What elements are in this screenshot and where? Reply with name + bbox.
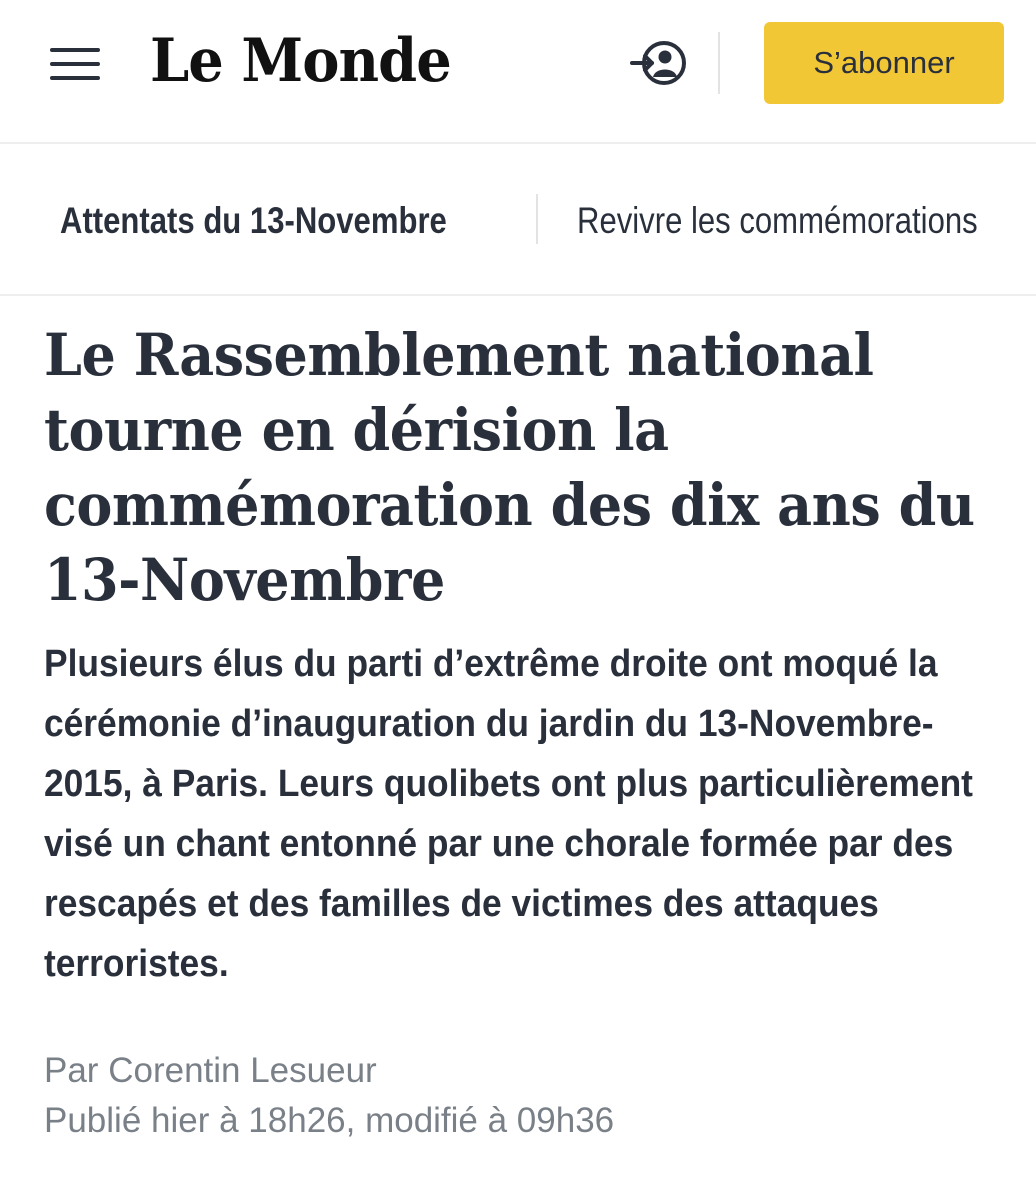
- topic-link-attentats[interactable]: Attentats du 13-Novembre: [60, 200, 447, 241]
- subscribe-button[interactable]: S’abonner: [764, 22, 1004, 104]
- header-divider: [718, 32, 720, 94]
- menu-bar: [50, 62, 100, 66]
- le-monde-logo[interactable]: Le Monde: [150, 26, 451, 96]
- publication-info: Publié hier à 18h26, modifié à 09h36: [44, 1101, 615, 1140]
- article-headline: Le Rassemblement national tourne en dérision la commémoration des dix ans du 13-Novembre: [44, 321, 975, 614]
- article: [44, 318, 1004, 1146]
- login-user-icon[interactable]: [628, 36, 692, 90]
- menu-bar: [50, 48, 100, 52]
- byline: [44, 1046, 1004, 1146]
- topic-nav: [0, 146, 1036, 296]
- author-line: [44, 1046, 1004, 1096]
- site-header: [0, 0, 1036, 144]
- menu-bar: [50, 76, 100, 80]
- topic-divider: [536, 194, 538, 244]
- hamburger-menu-icon[interactable]: [48, 42, 102, 82]
- topic-link-commemorations[interactable]: Revivre les commémorations: [577, 200, 978, 241]
- login-user-icon-svg: [628, 36, 692, 90]
- author-name[interactable]: Corentin Lesueur: [108, 1051, 377, 1090]
- article-lede: Plusieurs élus du parti d’extrême droite ont moqué la cérémonie d’inauguration du jardin du 13-Novembre-2015, à Paris. Leurs quolibets ont plus particulièrement visé un chant entonné par une chorale formée par des rescapés et des familles de victimes des attaques terroristes.: [44, 643, 973, 985]
- byline-prefix: Par: [44, 1051, 99, 1090]
